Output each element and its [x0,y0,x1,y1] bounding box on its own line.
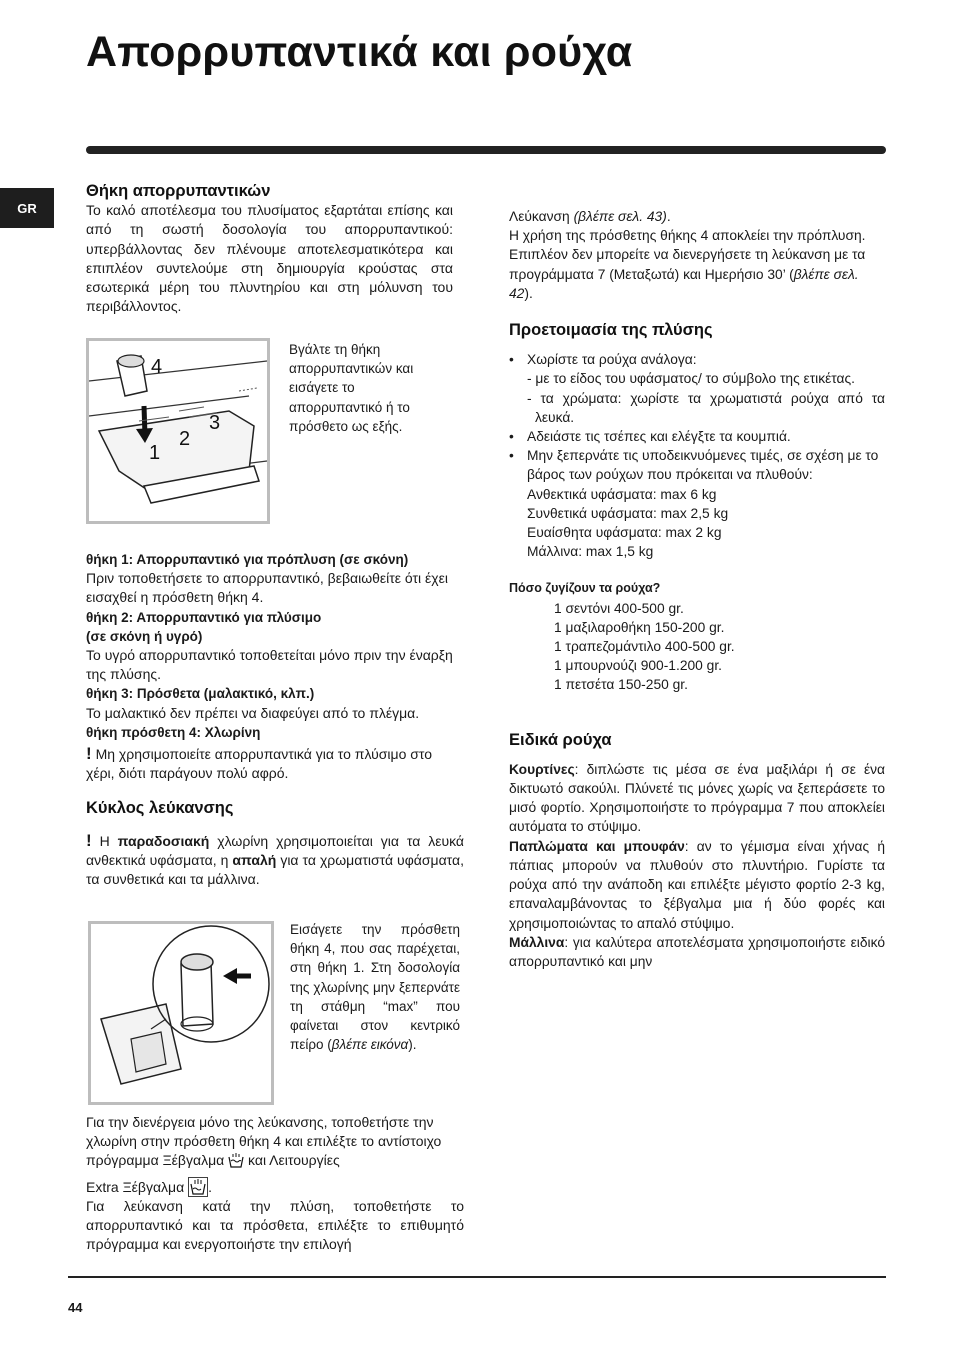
bleach-restrictions: Η χρήση της πρόσθετης θήκης 4 αποκλείει την πρόπλυση. Επιπλέον δεν μπορείτε να διενεργήσετε τη λεύκανση με τα προγράμματα 7 (Μεταξωτά) και Ημερήσιο 30’ (βλέπε σελ. 42). [509,228,866,301]
page-title: Απορρυπαντικά και ρούχα [86,28,633,76]
bleach-wash-text: Για λεύκανση κατά την πλύση, τοποθετήστε το απορρυπαντικό και τα πρόσθετα, επιλέξτε το επιθυμητό πρόγραμμα και ενεργοποιήστε την επιλογή [86,1197,464,1253]
compartment-3-text: Το μαλακτικό δεν πρέπει να διαφεύγει από το πλέγμα. [86,704,420,721]
compartment-2-text: Το υγρό απορρυπαντικό τοποθετείται μόνο πριν την έναρξη της πλύσης. [86,647,453,683]
list-item: 1 πετσέτα 150-250 gr. [554,677,688,693]
language-tab: GR [0,188,54,228]
detergent-drawer-illustration [86,338,270,524]
compartment-2-subtitle: (σε σκόνη ή υγρό) [86,628,203,644]
right-column [509,207,885,971]
quilts-text: Παπλώματα και μπουφάν: αν το γέμισμα είναι χήνας ή πάπιας μπορούν να πλυθούν στο πλυντήριο. Γυρίστε τα ρούχα από την ανάποδη και επιλέξτε μέγιστο φορτίο 2-3 kg, επαναλαμβάνοντας το ξέβγαλμα μια ή δύο φορές και χρησιμοποιώντας το απαλό στύψιμο. [509,838,885,931]
drawer-label-4: 4 [151,356,163,378]
list-item: 1 σεντόνι 400-500 gr. [554,600,684,616]
warning-mark: ! [86,744,92,764]
load-limit: Μάλλινα: max 1,5 kg [527,544,654,560]
handwash-warning: ! Μη χρησιμοποιείτε απορρυπαντικά για το πλύσιμο στο χέρι, διότι παράγουν πολύ αφρό. [86,744,433,782]
bleach-caption: Εισάγετε την πρόσθετη θήκη 4, που σας παρέχεται, στη θήκη 1. Στη δοσολογία της χλωρίνης μην ξεπερνάτε τη στάθμη “max” που φαίνεται στον κεντρικό πείρο (βλέπε εικόνα). [290,922,460,1053]
prep-sub-item: - τα χρώματα: χωρίστε τα χρωματιστά ρούχα από τα λευκά. [527,390,885,425]
compartment-1-text: Πριν τοποθετήσετε το απορρυπαντικό, βεβαιωθείτε ότι έχει εισαχθεί η πρόσθετη θήκη 4. [86,570,448,606]
compartment-1-title: θήκη 1: Απορρυπαντικό για πρόπλυση (σε σκόνη) [86,552,409,567]
weights-list [509,599,885,695]
bleach-note: ! Η παραδοσιακή χλωρίνη χρησιμοποιείται για τα λευκά ανθεκτικά υφάσματα, η απαλή για τα χρωματιστά υφάσματα, τα συνθετικά και τα μάλλινα. [86,830,465,888]
compartment-2-title: θήκη 2: Απορρυπαντικό για πλύσιμο [86,609,322,625]
bleach-only-text: Για την διενέργεια μόνο της λεύκανσης, τοποθετήστε την χλωρίνη στην πρόσθετη θήκη 4 και επιλέξτε το αντίστοιχο πρόγραμμα Ξέβγαλμα και Λειτουργίες [86,1114,442,1169]
drawer-caption: Βγάλτε τη θήκη απορρυπαντικών και εισάγετε το απορρυπαντικό ή το πρόσθετο ως εξής. [289,342,414,434]
compartment-4-title: θήκη πρόσθετη 4: Χλωρίνη [86,724,261,740]
list-item: • Μην ξεπερνάτε τις υποδεικνυόμενες τιμές, σε σχέση με το βάρος των ρούχων που πρόκειται να πλυθούν: Ανθεκτικά υφάσματα: max 6 kg Συνθετικά υφάσματα: max 2,5 kg Ευαίσθητα υφάσματα: max 2 kg Μάλλινα: max 1,5 kg [509,446,885,561]
rinse-icon [228,1152,244,1168]
bleach-drawing [91,924,271,1102]
left-column [86,182,453,316]
page-number: 44 [68,1300,83,1315]
load-limit: Συνθετικά υφάσματα: max 2,5 kg [527,505,729,521]
wool-text: Μάλλινα: για καλύτερα αποτελέσματα χρησιμοποιήστε ειδικό απορρυπαντικό και μην [509,934,885,969]
list-item: • Αδειάστε τις τσέπες και ελέγξτε τα κουμπιά. [509,427,885,446]
prep-list [509,350,885,561]
bleach-continuation: Λεύκανση (βλέπε σελ. 43). [509,209,671,224]
bleach-only-block [86,1113,464,1254]
prep-heading: Προετοιμασία της πλύσης [509,321,713,340]
list-item: 1 τραπεζομάντιλο 400-500 gr. [554,639,735,655]
detergent-heading: Θήκη απορρυπαντικών [86,182,271,200]
list-item: • Χωρίστε τα ρούχα ανάλογα: - με το είδος του υφάσματος/ το σύμβολο της ετικέτας. - τα χρώματα: χωρίστε τα χρωματιστά ρούχα από τα λευκά. [509,350,885,427]
bleach-container-illustration [88,921,274,1105]
drawer-label-1: 1 [149,442,161,464]
weights-heading: Πόσο ζυγίζουν τα ρούχα? [509,581,661,596]
list-item: 1 μαξιλαροθήκη 150-200 gr. [554,619,725,635]
drawer-drawing [89,341,267,521]
curtains-text: Κουρτίνες: διπλώστε τις μέσα σε ένα μαξιλάρι ή σε ένα δικτυωτό σακούλι. Πλύνετέ τις μόνες χωρίς να ξεπεράσετε το μισό φορτίο. Χρησιμοποιήστε το πρόγραμμα 7 που αποκλείει αυτόματα το στύψιμο. [509,761,885,835]
compartment-3-title: θήκη 3: Πρόσθετα (μαλακτικό, κλπ.) [86,686,315,702]
special-heading: Ειδικά ρούχα [509,730,612,749]
bleach-heading: Κύκλος λεύκανσης [86,799,234,818]
drawer-label-3: 3 [209,412,221,434]
extra-rinse-text: Extra Ξέβγαλμα . [86,1178,212,1195]
title-rule [86,146,886,154]
extra-rinse-icon [188,1177,208,1197]
drawer-label-2: 2 [179,428,191,450]
prep-sub-item: - με το είδος του υφάσματος/ το σύμβολο της ετικέτας. [527,371,855,387]
load-limit: Ευαίσθητα υφάσματα: max 2 kg [527,525,722,541]
list-item: 1 μπουρνούζι 900-1.200 gr. [554,658,723,674]
footer-rule [68,1276,886,1278]
compartments-block [86,550,464,889]
load-limit: Ανθεκτικά υφάσματα: max 6 kg [527,486,717,502]
detergent-intro: Το καλό αποτέλεσμα του πλυσίματος εξαρτάται επίσης και από τη σωστή δοσολογία του απορρυπαντικού: υπερβάλλοντας δεν πλένουμε αποτελεσματικότερα και επιπλέον συντελούμε στη δημιουργία κρούστας στα εσωτερικά μέρη του πλυντηρίου και στη μόλυνση του περιβάλλοντος. [86,202,453,315]
